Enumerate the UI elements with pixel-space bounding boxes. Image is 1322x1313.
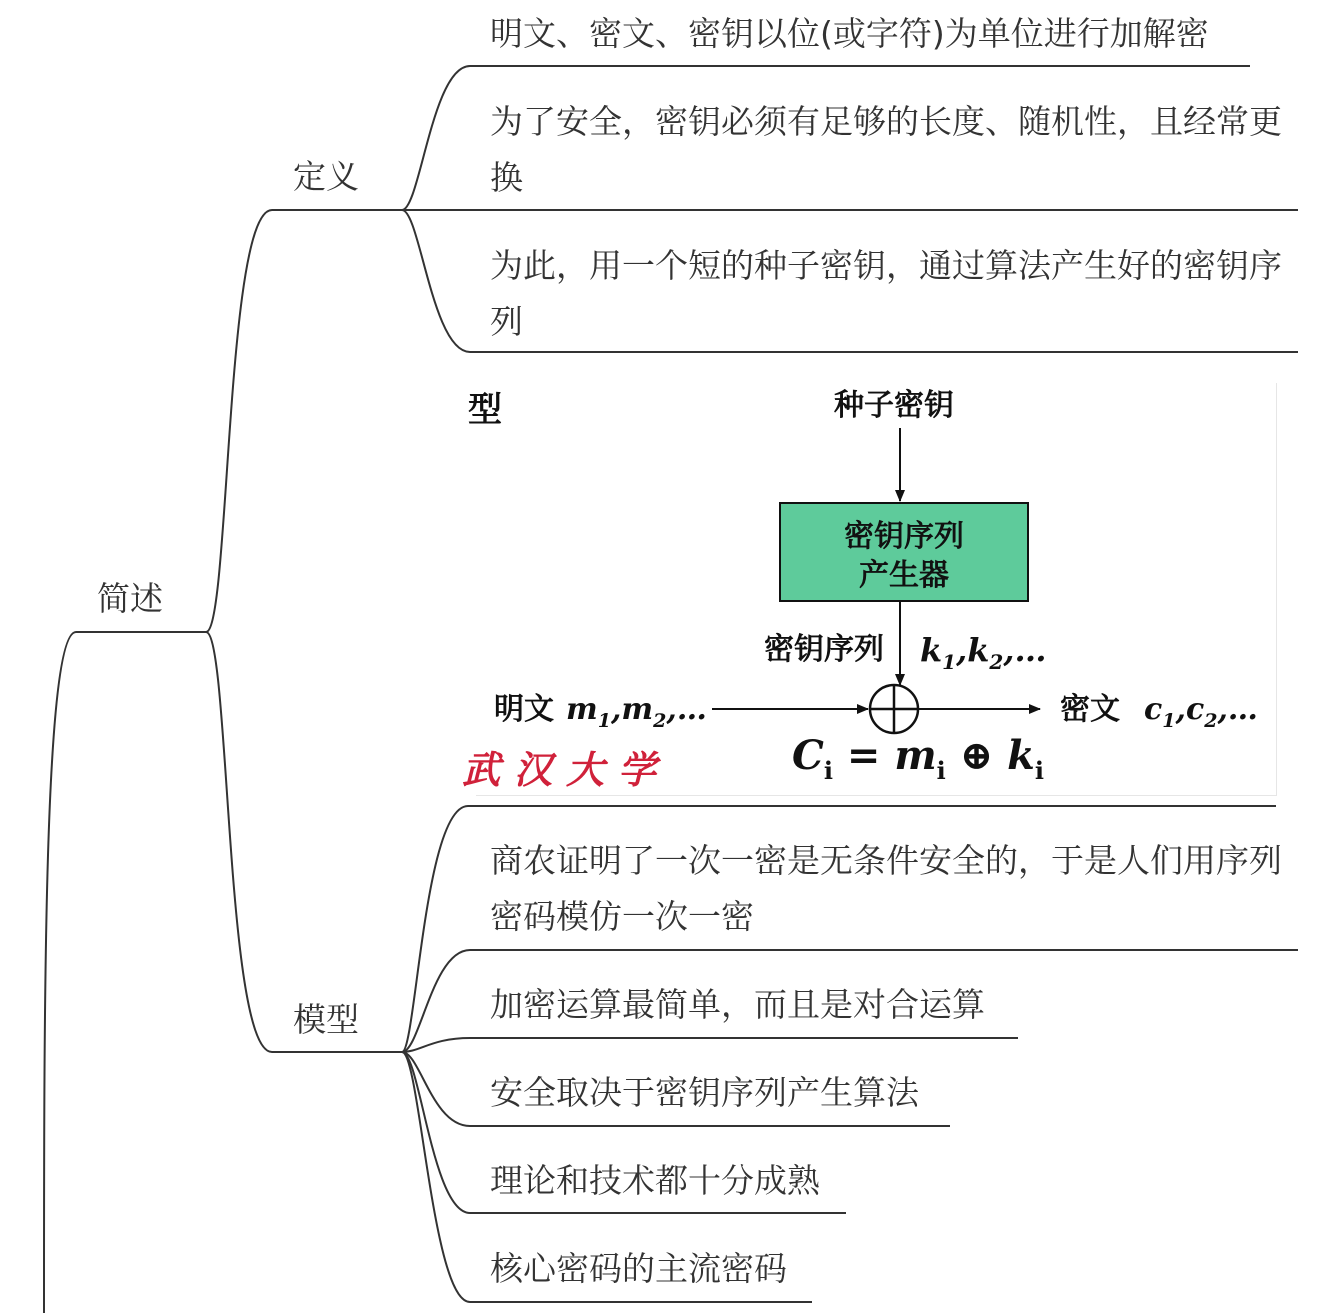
xor-formula: $C_i = m_i$ ⊕ $k_i$ [792, 732, 1045, 785]
leaf-moxing-2[interactable]: 加密运算最简单，而且是对合运算 [490, 985, 985, 1024]
ciphertext-label: 密文 [1060, 692, 1120, 727]
leaf-dingyi-3[interactable]: 为此，用一个短的种子密钥，通过算法产生好的密钥序列 [490, 246, 1282, 341]
generator-label-line1: 密钥序列 [844, 519, 964, 554]
stream-cipher-diagram [462, 383, 1276, 795]
connector-moxing-leaf-2 [402, 1038, 1018, 1052]
corner-title-fragment: 型 [468, 390, 502, 430]
node-jianshu[interactable]: 简述 [97, 579, 163, 618]
ciphertext-symbols: $c_1,c_2,\dots$ [1144, 692, 1258, 732]
keystream-label: 密钥序列 [764, 632, 884, 667]
leaf-moxing-3[interactable]: 安全取决于密钥序列产生算法 [490, 1073, 919, 1112]
node-dingyi[interactable]: 定义 [293, 157, 359, 196]
seed-key-label: 种子密钥 [834, 388, 954, 423]
leaf-moxing-1[interactable]: 商农证明了一次一密是无条件安全的，于是人们用序列密码模仿一次一密 [490, 841, 1282, 936]
university-watermark: 武汉大学 [462, 747, 671, 792]
connector-root-to-jianshu [44, 632, 206, 1313]
plaintext-label: 明文 [494, 692, 554, 727]
leaf-moxing-4[interactable]: 理论和技术都十分成熟 [490, 1161, 820, 1200]
generator-label-line2: 产生器 [859, 558, 949, 593]
leaf-moxing-5[interactable]: 核心密码的主流密码 [490, 1249, 787, 1288]
stream-cipher-model-image[interactable] [462, 383, 1277, 796]
node-moxing[interactable]: 模型 [293, 1000, 359, 1039]
keystream-symbols: $k_1,k_2,\dots$ [920, 631, 1047, 674]
connector-jianshu-to-dingyi [206, 210, 402, 632]
leaf-dingyi-2[interactable]: 为了安全，密钥必须有足够的长度、随机性，且经常更换 [490, 102, 1282, 197]
leaf-dingyi-1[interactable]: 明文、密文、密钥以位(或字符)为单位进行加解密 [490, 14, 1209, 53]
plaintext-symbols: $m_1,m_2,\dots$ [566, 692, 707, 732]
connector-jianshu-to-moxing [206, 632, 402, 1052]
